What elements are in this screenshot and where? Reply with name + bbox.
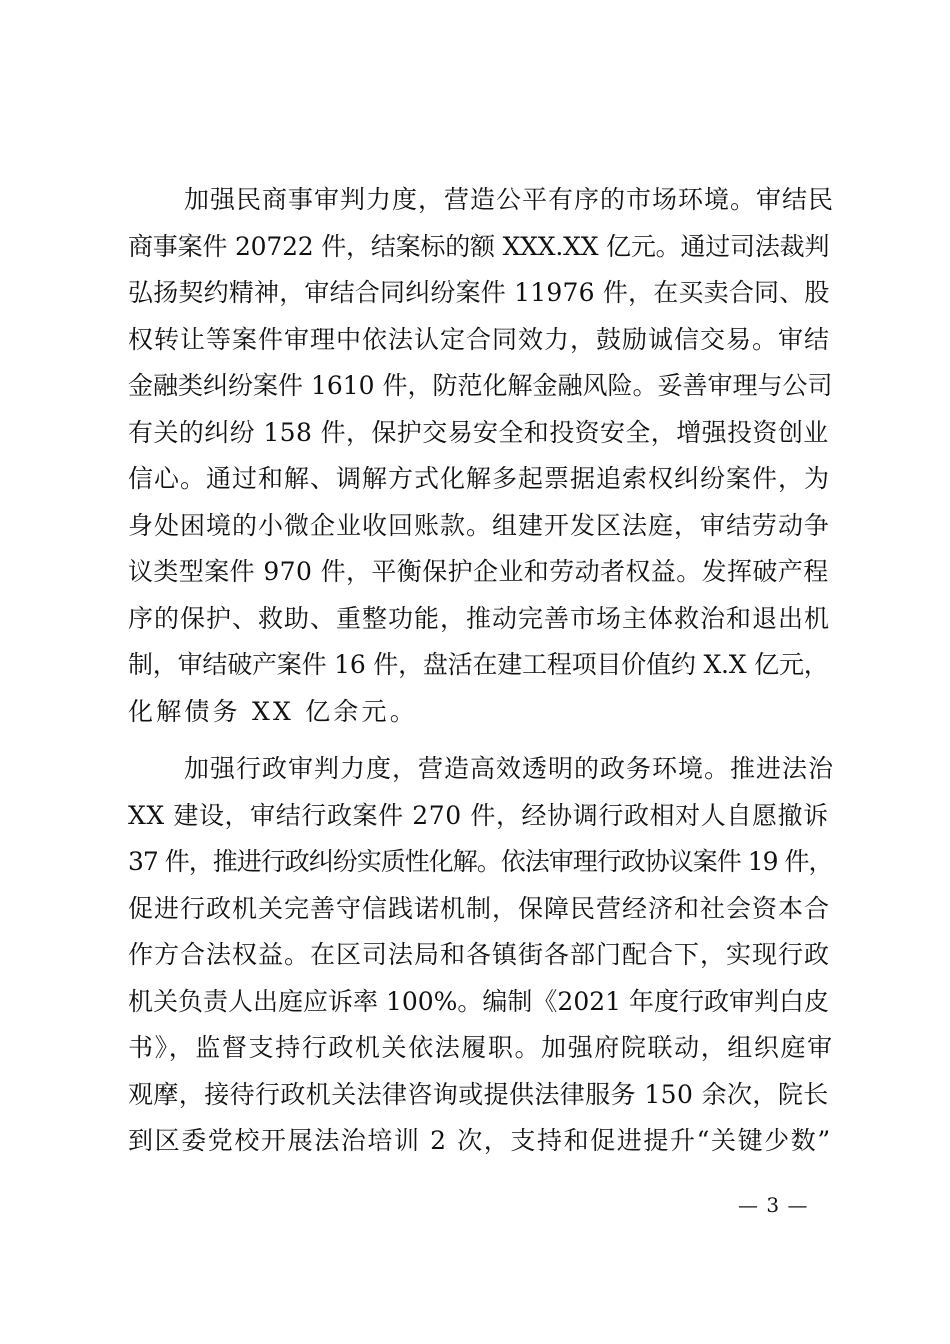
text-line: 37 件，推进行政纠纷实质性化解。依法审理行政协议案件 19 件， — [128, 847, 833, 876]
text-line: 促进行政机关完善守信践诺机制，保障民营经济和社会资本合 — [128, 893, 831, 923]
text-line: 弘扬契约精神，审结合同纠纷案件 11976 件，在买卖合同、股 — [128, 278, 830, 307]
text-line: 序的保护、救助、重整功能，推动完善市场主体救治和退出机 — [128, 603, 831, 633]
text-line: 有关的纠纷 158 件，保护交易安全和投资安全，增强投资创业 — [128, 417, 829, 447]
text-line: 权转让等案件审理中依法认定合同效力，鼓励诚信交易。审结 — [128, 324, 831, 354]
text-line: 金融类纠纷案件 1610 件，防范化解金融风险。妥善审理与公司 — [128, 371, 833, 400]
text-line: 议类型案件 970 件，平衡保护企业和劳动者权益。发挥破产程 — [128, 557, 829, 586]
text-line: 商事案件 20722 件，结案标的额 XXX.XX 亿元。通过司法裁判 — [128, 231, 830, 261]
text-line: 加强民商事审判力度，营造公平有序的市场环境。审结民 — [184, 185, 835, 214]
text-line: 机关负责人出庭应诉率 100%。编制《2021 年度行政审判白皮 — [128, 986, 829, 1016]
text-line: 书》，监督支持行政机关依法履职。加强府院联动，组织庭审 — [128, 1033, 834, 1062]
page-number: — 3 — — [738, 1193, 809, 1217]
text-line: 制，审结破产案件 16 件，盘活在建工程项目价值约 X.X 亿元， — [128, 650, 829, 679]
text-line: 信心。通过和解、调解方式化解多起票据追索权纠纷案件，为 — [128, 464, 831, 493]
text-line: 到区委党校开展法治培训 2 次，支持和促进提升“关键少数” — [128, 1126, 832, 1155]
text-line: 加强行政审判力度，营造高效透明的政务环境。推进法治 — [184, 754, 835, 783]
body-text — [128, 177, 834, 1165]
text-line: 化解债务 XX 亿余元。 — [128, 696, 418, 726]
paragraph-civil-commercial-trials — [128, 177, 834, 735]
text-line: XX 建设，审结行政案件 270 件，经协调行政相对人自愿撤诉 — [128, 800, 829, 830]
text-line: 作方合法权益。在区司法局和各镇街各部门配合下，实现行政 — [128, 940, 831, 969]
paragraph-administrative-trials — [128, 746, 834, 1165]
text-line: 观摩，接待行政机关法律咨询或提供法律服务 150 余次，院长 — [128, 1079, 829, 1109]
text-line: 身处困境的小微企业收回账款。组建开发区法庭，审结劳动争 — [128, 510, 831, 540]
